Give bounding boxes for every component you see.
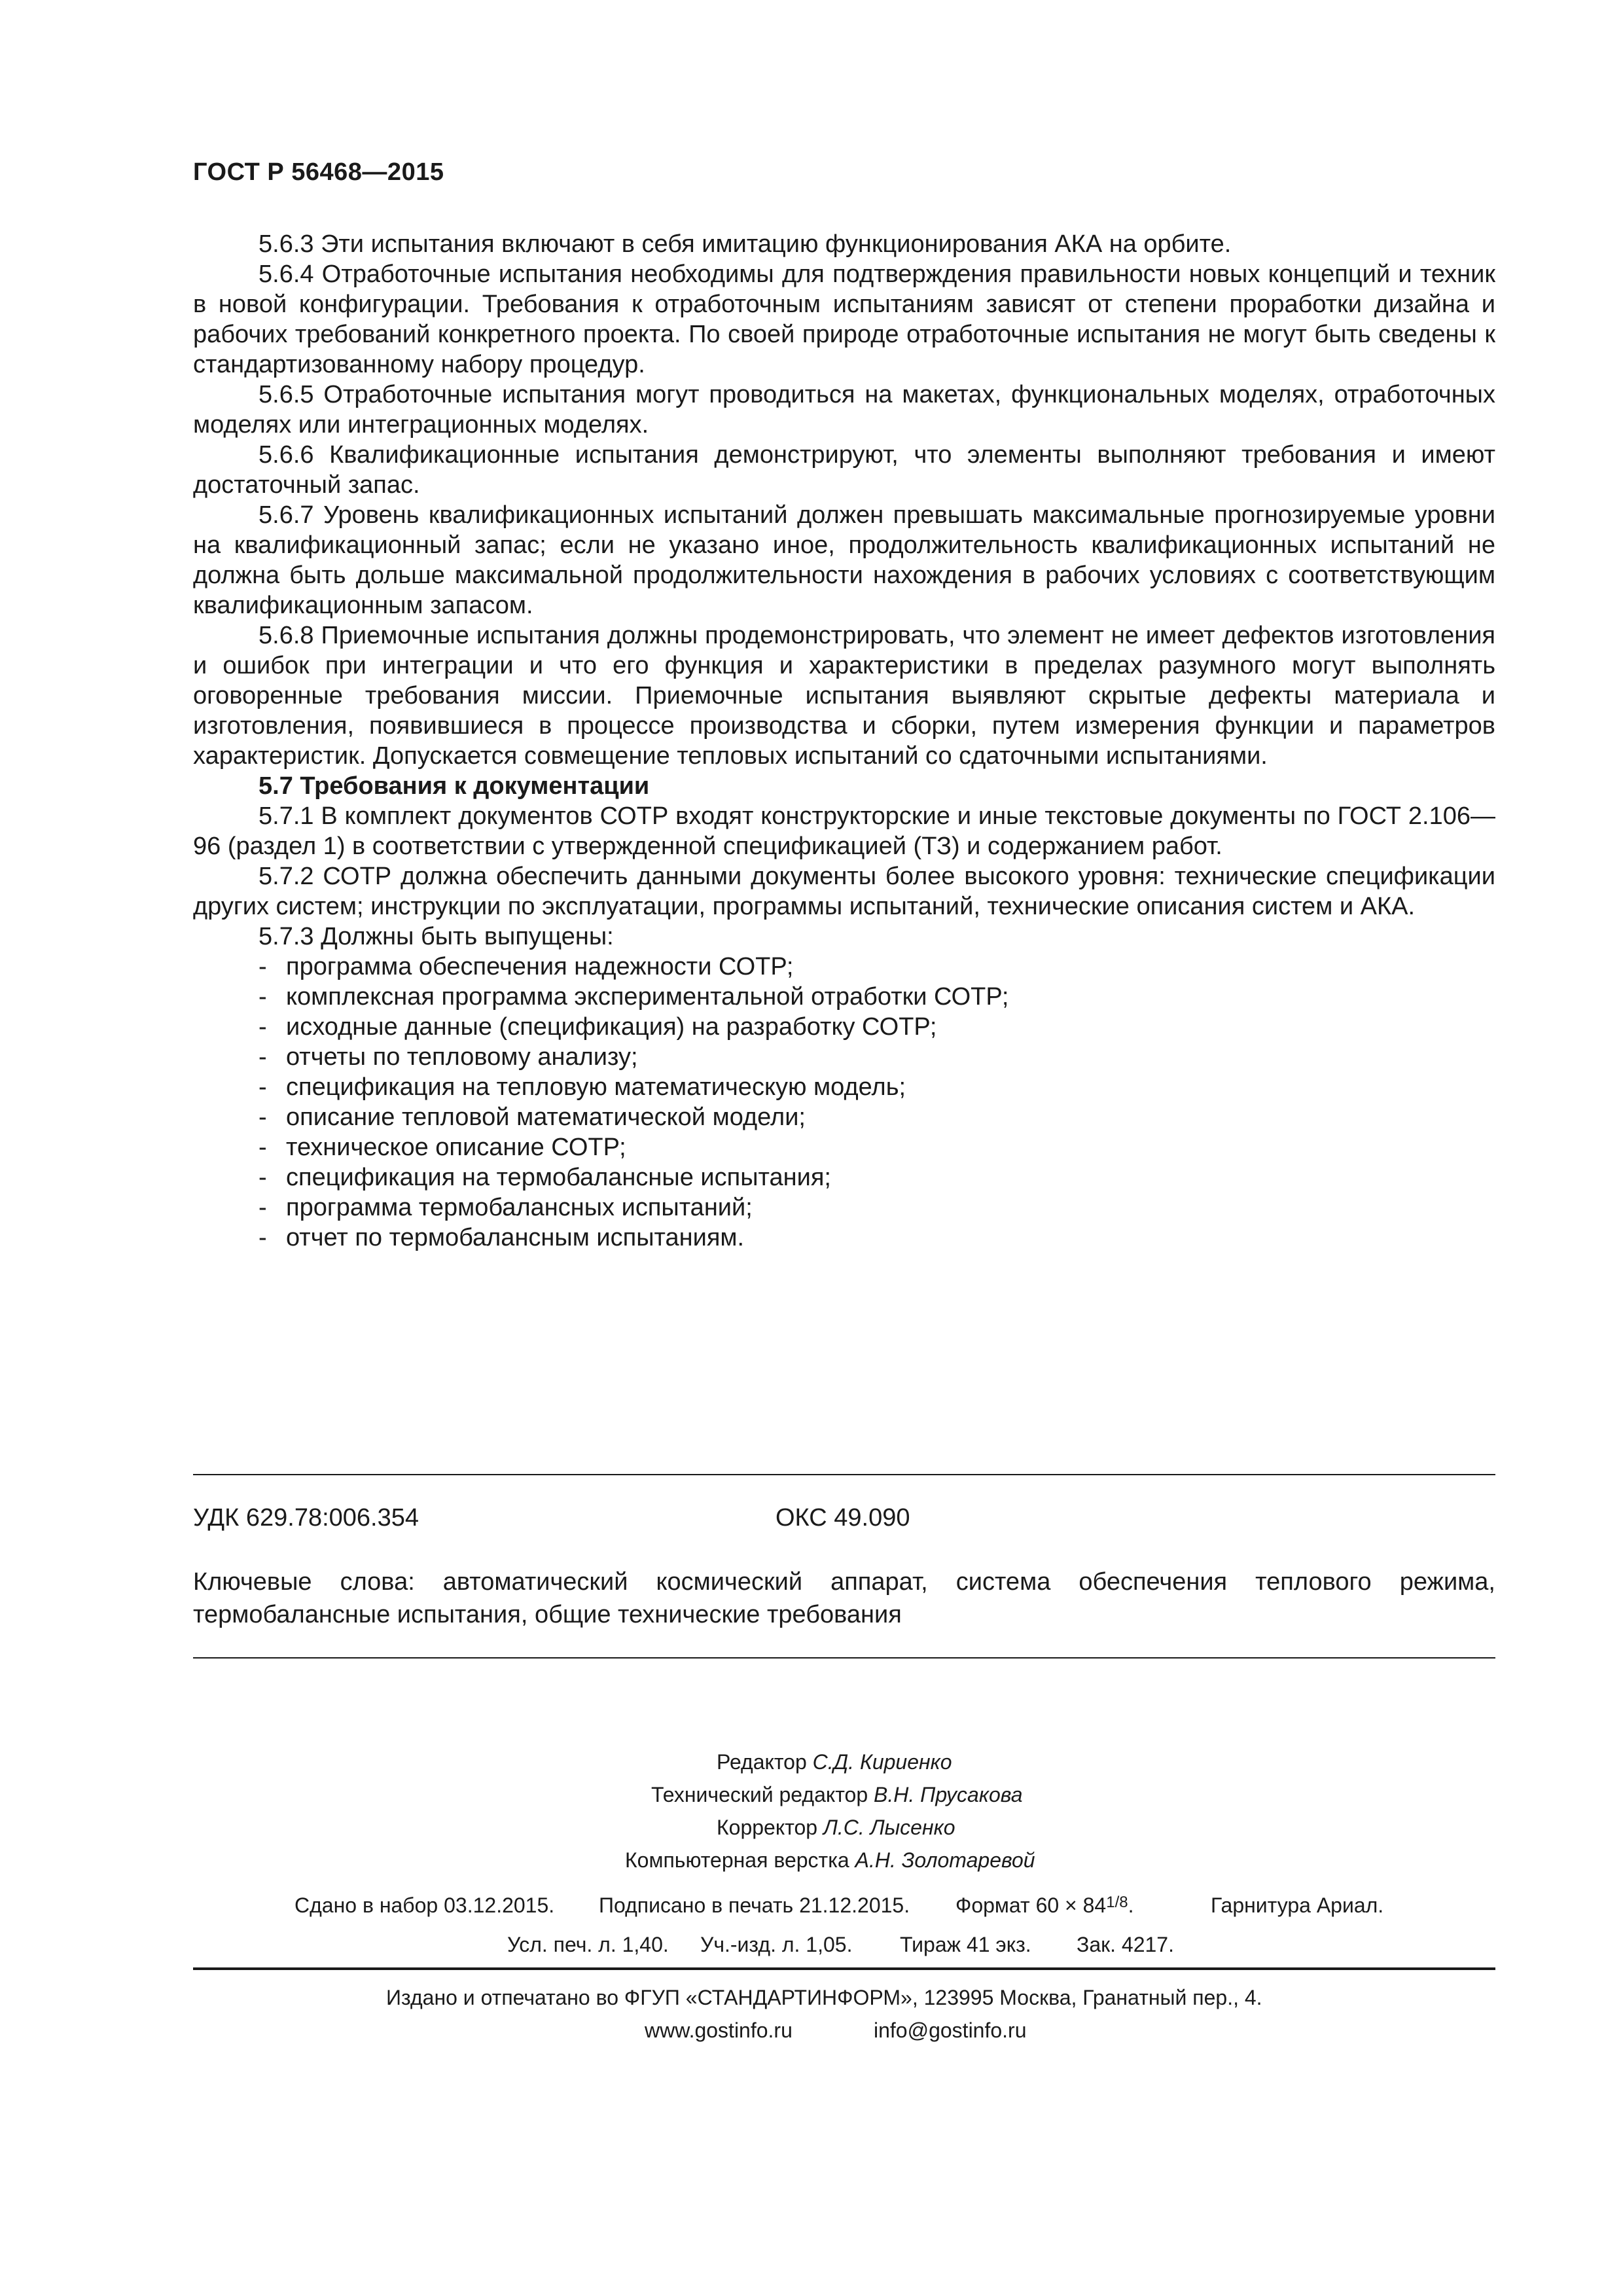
divider-line-thick: [193, 1967, 1495, 1970]
list-item: [193, 1223, 1495, 1253]
section-heading-5-7: 5.7 Требования к документации: [259, 772, 650, 800]
credit-label: Корректор: [717, 1816, 818, 1839]
format-suffix: .: [1128, 1893, 1134, 1917]
list-item-text: программа термобалансных испытаний;: [286, 1194, 753, 1221]
list-item: [193, 1193, 1495, 1223]
paragraph-5-7-1: 5.7.1 В комплект документов СОТР входят конструкторские и иные текстовые документы по ГОСТ 2.106—96 (раздел 1) в соответствии с утвержденной спецификацией (ТЗ) и содержанием работ.: [193, 802, 1495, 860]
credit-label: Технический редактор: [651, 1783, 868, 1806]
divider-line: [193, 1474, 1495, 1475]
list-dash-marker: -: [259, 1103, 267, 1131]
list-item: [193, 1132, 1495, 1162]
list-dash-marker: -: [259, 1073, 267, 1101]
publisher-site: www.gostinfo.ru: [645, 2018, 793, 2042]
publisher-email: info@gostinfo.ru: [874, 2018, 1027, 2042]
list-item: [193, 1072, 1495, 1102]
credit-label: Компьютерная верстка: [625, 1848, 849, 1872]
imprint-order: Зак. 4217.: [1077, 1933, 1174, 1956]
list-dash-marker: -: [259, 1013, 267, 1041]
credit-name: С.Д. Кириенко: [812, 1750, 952, 1774]
keywords-text: Ключевые слова: автоматический космический аппарат, система обеспечения теплового режима, термобалансные испытания, общие технические требования: [193, 1568, 1495, 1628]
imprint-submitted: Сдано в набор 03.12.2015.: [294, 1893, 555, 1917]
imprint-typeface: Гарнитура Ариал.: [1211, 1893, 1384, 1917]
list-item: [193, 1042, 1495, 1072]
list-item: [193, 982, 1495, 1012]
list-item-text: спецификация на термобалансные испытания;: [286, 1164, 831, 1191]
paragraph-5-6-6: 5.6.6 Квалификационные испытания демонстрируют, что элементы выполняют требования и имеют достаточный запас.: [193, 441, 1495, 499]
list-dash-marker: -: [259, 1164, 267, 1191]
format-text: Формат 60 × 84: [955, 1893, 1107, 1917]
imprint-run: Тираж 41 экз.: [900, 1933, 1031, 1956]
paragraph-5-7-2: 5.7.2 СОТР должна обеспечить данными документы более высокого уровня: технические спецификации других систем; инструкции по эксплуатации, программы испытаний, технические описания систем и АКА.: [193, 863, 1495, 920]
document-code-header: ГОСТ Р 56468—2015: [193, 158, 444, 186]
list-dash-marker: -: [259, 1134, 267, 1161]
oks-code: ОКС 49.090: [776, 1504, 910, 1532]
list-item: [193, 1102, 1495, 1132]
list-item: [193, 952, 1495, 982]
document-page: [193, 0, 1495, 2296]
credit-corrector: [717, 1812, 955, 1844]
imprint-pub-sheets: Уч.-изд. л. 1,05.: [700, 1933, 853, 1956]
credit-layout: [625, 1844, 1035, 1876]
list-item-text: программа обеспечения надежности СОТР;: [286, 953, 794, 980]
paragraph-5-6-8: 5.6.8 Приемочные испытания должны продемонстрировать, что элемент не имеет дефектов изготовления и ошибок при интеграции и что его функция и характеристики в пределах разумного могут выполнять оговоренные требования миссии. Приемочные испытания выявляют скрытые дефекты материала и изготовления, появившиеся в процессе производства и сборки, путем измерения функции и параметров характеристик. Допускается совмещение тепловых испытаний со сдаточными испытаниями.: [193, 622, 1495, 770]
imprint-format: [955, 1893, 1133, 1918]
imprint-signed: Подписано в печать 21.12.2015.: [599, 1893, 910, 1917]
credit-name: Л.С. Лысенко: [823, 1816, 955, 1839]
paragraph-5-6-7: 5.6.7 Уровень квалификационных испытаний должен превышать максимальные прогнозируемые уровни на квалификационный запас; если не указано иное, продолжительность квалификационных испытаний не должна быть дольше максимальной продолжительности нахождения в рабочих условиях с соответствующим квалификационным запасом.: [193, 501, 1495, 619]
paragraph-5-6-3: 5.6.3 Эти испытания включают в себя имитацию функционирования АКА на орбите.: [259, 230, 1232, 258]
list-item-text: исходные данные (спецификация) на разработку СОТР;: [286, 1013, 937, 1041]
list-dash-marker: -: [259, 983, 267, 1011]
list-item-text: техническое описание СОТР;: [286, 1134, 626, 1161]
required-documents-list: [193, 952, 1495, 1253]
list-dash-marker: -: [259, 1224, 267, 1251]
list-item-text: описание тепловой математической модели;: [286, 1103, 806, 1131]
credit-name: В.Н. Прусакова: [874, 1783, 1023, 1806]
paragraph-5-7-3: 5.7.3 Должны быть выпущены:: [259, 923, 614, 950]
imprint-print-sheets: Усл. печ. л. 1,40.: [507, 1933, 669, 1956]
paragraph-5-6-4: 5.6.4 Отработочные испытания необходимы для подтверждения правильности новых концепций и техник в новой конфигурации. Требования к отработочным испытаниям зависят от степени проработки дизайна и рабочих требований конкретного проекта. По своей природе отработочные испытания не могут быть сведены к стандартизованному набору процедур.: [193, 260, 1495, 378]
list-item: [193, 1012, 1495, 1042]
credit-tech-editor: [651, 1779, 1023, 1811]
credit-editor: [717, 1746, 952, 1778]
list-item-text: отчет по термобалансным испытаниям.: [286, 1224, 745, 1251]
list-dash-marker: -: [259, 953, 267, 980]
list-item: [193, 1162, 1495, 1193]
publisher-line: Издано и отпечатано во ФГУП «СТАНДАРТИНФОРМ», 123995 Москва, Гранатный пер., 4.: [386, 1986, 1262, 2009]
list-item-text: спецификация на тепловую математическую модель;: [286, 1073, 906, 1101]
list-item-text: комплексная программа экспериментальной отработки СОТР;: [286, 983, 1009, 1011]
credit-name: А.Н. Золотаревой: [855, 1848, 1035, 1872]
udk-code: УДК 629.78:006.354: [193, 1504, 419, 1532]
list-dash-marker: -: [259, 1043, 267, 1071]
divider-line: [193, 1657, 1495, 1659]
format-fraction: 1/8: [1106, 1893, 1128, 1911]
paragraph-5-6-5: 5.6.5 Отработочные испытания могут проводиться на макетах, функциональных моделях, отработочных моделях или интеграционных моделях.: [193, 381, 1495, 439]
list-dash-marker: -: [259, 1194, 267, 1221]
document-body: [193, 229, 1495, 1253]
list-item-text: отчеты по тепловому анализу;: [286, 1043, 638, 1071]
credit-label: Редактор: [717, 1750, 807, 1774]
